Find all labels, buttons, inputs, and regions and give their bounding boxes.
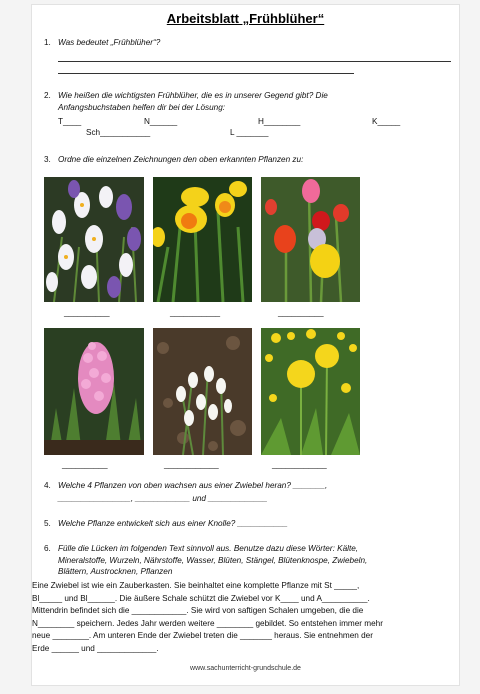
photo-5-answer[interactable]: ____________ <box>164 460 219 469</box>
cloze-line: Eine Zwiebel ist wie ein Zauberkasten. Sie beinhaltet eine komplette Pflanze mit St _____, <box>32 581 360 590</box>
photo-6-answer[interactable]: ____________ <box>272 460 327 469</box>
snowdrop-photo <box>153 328 252 455</box>
hint-k: K_____ <box>372 117 401 126</box>
question-4-line-1: Welche 4 Pflanzen von oben wachsen aus einer Zwiebel heran? _______, <box>58 481 328 490</box>
question-1-text: Was bedeutet „Frühblüher“? <box>58 38 161 47</box>
cloze-line: neue ________. Am unteren Ende der Zwiebel treten die _______ heraus. Sie entnehmen der <box>32 631 373 641</box>
cloze-line: N________ speichern. Jedes Jahr werden weitere ________ gebildet. So entstehen immer mehr <box>32 618 383 628</box>
cloze-paragraph <box>32 580 459 656</box>
hint-n: N______ <box>144 117 178 126</box>
hint-t: T____ <box>58 117 82 126</box>
question-2-line-2: Anfangsbuchstaben helfen dir bei der Lösung: <box>58 102 226 112</box>
hyacinth-photo <box>44 328 144 455</box>
footer-url: www.sachunterricht-grundschule.de <box>190 665 301 672</box>
hint-h: H________ <box>258 117 301 126</box>
question-2-line-1: Wie heißen die wichtigsten Frühblüher, die es in unserer Gegend gibt? Die <box>58 91 328 100</box>
hint-sch: Sch___________ <box>86 128 151 137</box>
question-5-text: Welche Pflanze entwickelt sich aus einer Knolle? ___________ <box>58 519 288 528</box>
cloze-line: Mittendrin befindet sich die ____________. Sie wird von saftigen Schalen umgeben, die die <box>32 606 364 616</box>
question-3-text: Ordne die einzelnen Zeichnungen den oben erkannten Pflanzen zu: <box>58 155 304 164</box>
cloze-line: Bl_____ und Bl______. Die äußere Schale schützt die Zwiebel vor K____ und A__________. <box>32 593 370 603</box>
worksheet-page <box>31 4 460 686</box>
answer-line-1a <box>58 61 451 62</box>
photo-3-answer[interactable]: __________ <box>278 308 324 317</box>
question-4-line-2: ________________, ____________ und _____________ <box>58 494 268 503</box>
answer-line-1b <box>58 73 354 74</box>
question-6-line-2: Mineralstoffe, Wurzeln, Nährstoffe, Wasser, Blüten, Stängel, Blütenknospe, Zwiebeln, <box>58 555 368 565</box>
question-4-number: 4. <box>44 481 51 490</box>
question-6-line-3: Blättern, Austrocknen, Pflanzen <box>58 567 173 576</box>
crocus-photo <box>44 177 144 302</box>
photo-1-answer[interactable]: __________ <box>64 308 110 317</box>
dandelion-photo <box>261 328 360 455</box>
tulip-photo <box>261 177 360 302</box>
question-6-line-1: Fülle die Lücken im folgenden Text sinnvoll aus. Benutze dazu diese Wörter: Kälte, <box>58 544 359 553</box>
question-3-number: 3. <box>44 155 51 164</box>
question-2-number: 2. <box>44 91 51 100</box>
question-5-number: 5. <box>44 519 51 528</box>
photo-4-answer[interactable]: __________ <box>62 460 108 469</box>
cloze-line: Erde ______ und _____________. <box>32 643 159 653</box>
daffodil-photo <box>153 177 252 302</box>
worksheet-title: Arbeitsblatt „Frühblüher“ <box>166 11 325 26</box>
question-6-number: 6. <box>44 544 51 553</box>
photo-2-answer[interactable]: ___________ <box>170 308 221 317</box>
question-1-number: 1. <box>44 38 51 47</box>
hint-l: L _______ <box>230 128 269 137</box>
